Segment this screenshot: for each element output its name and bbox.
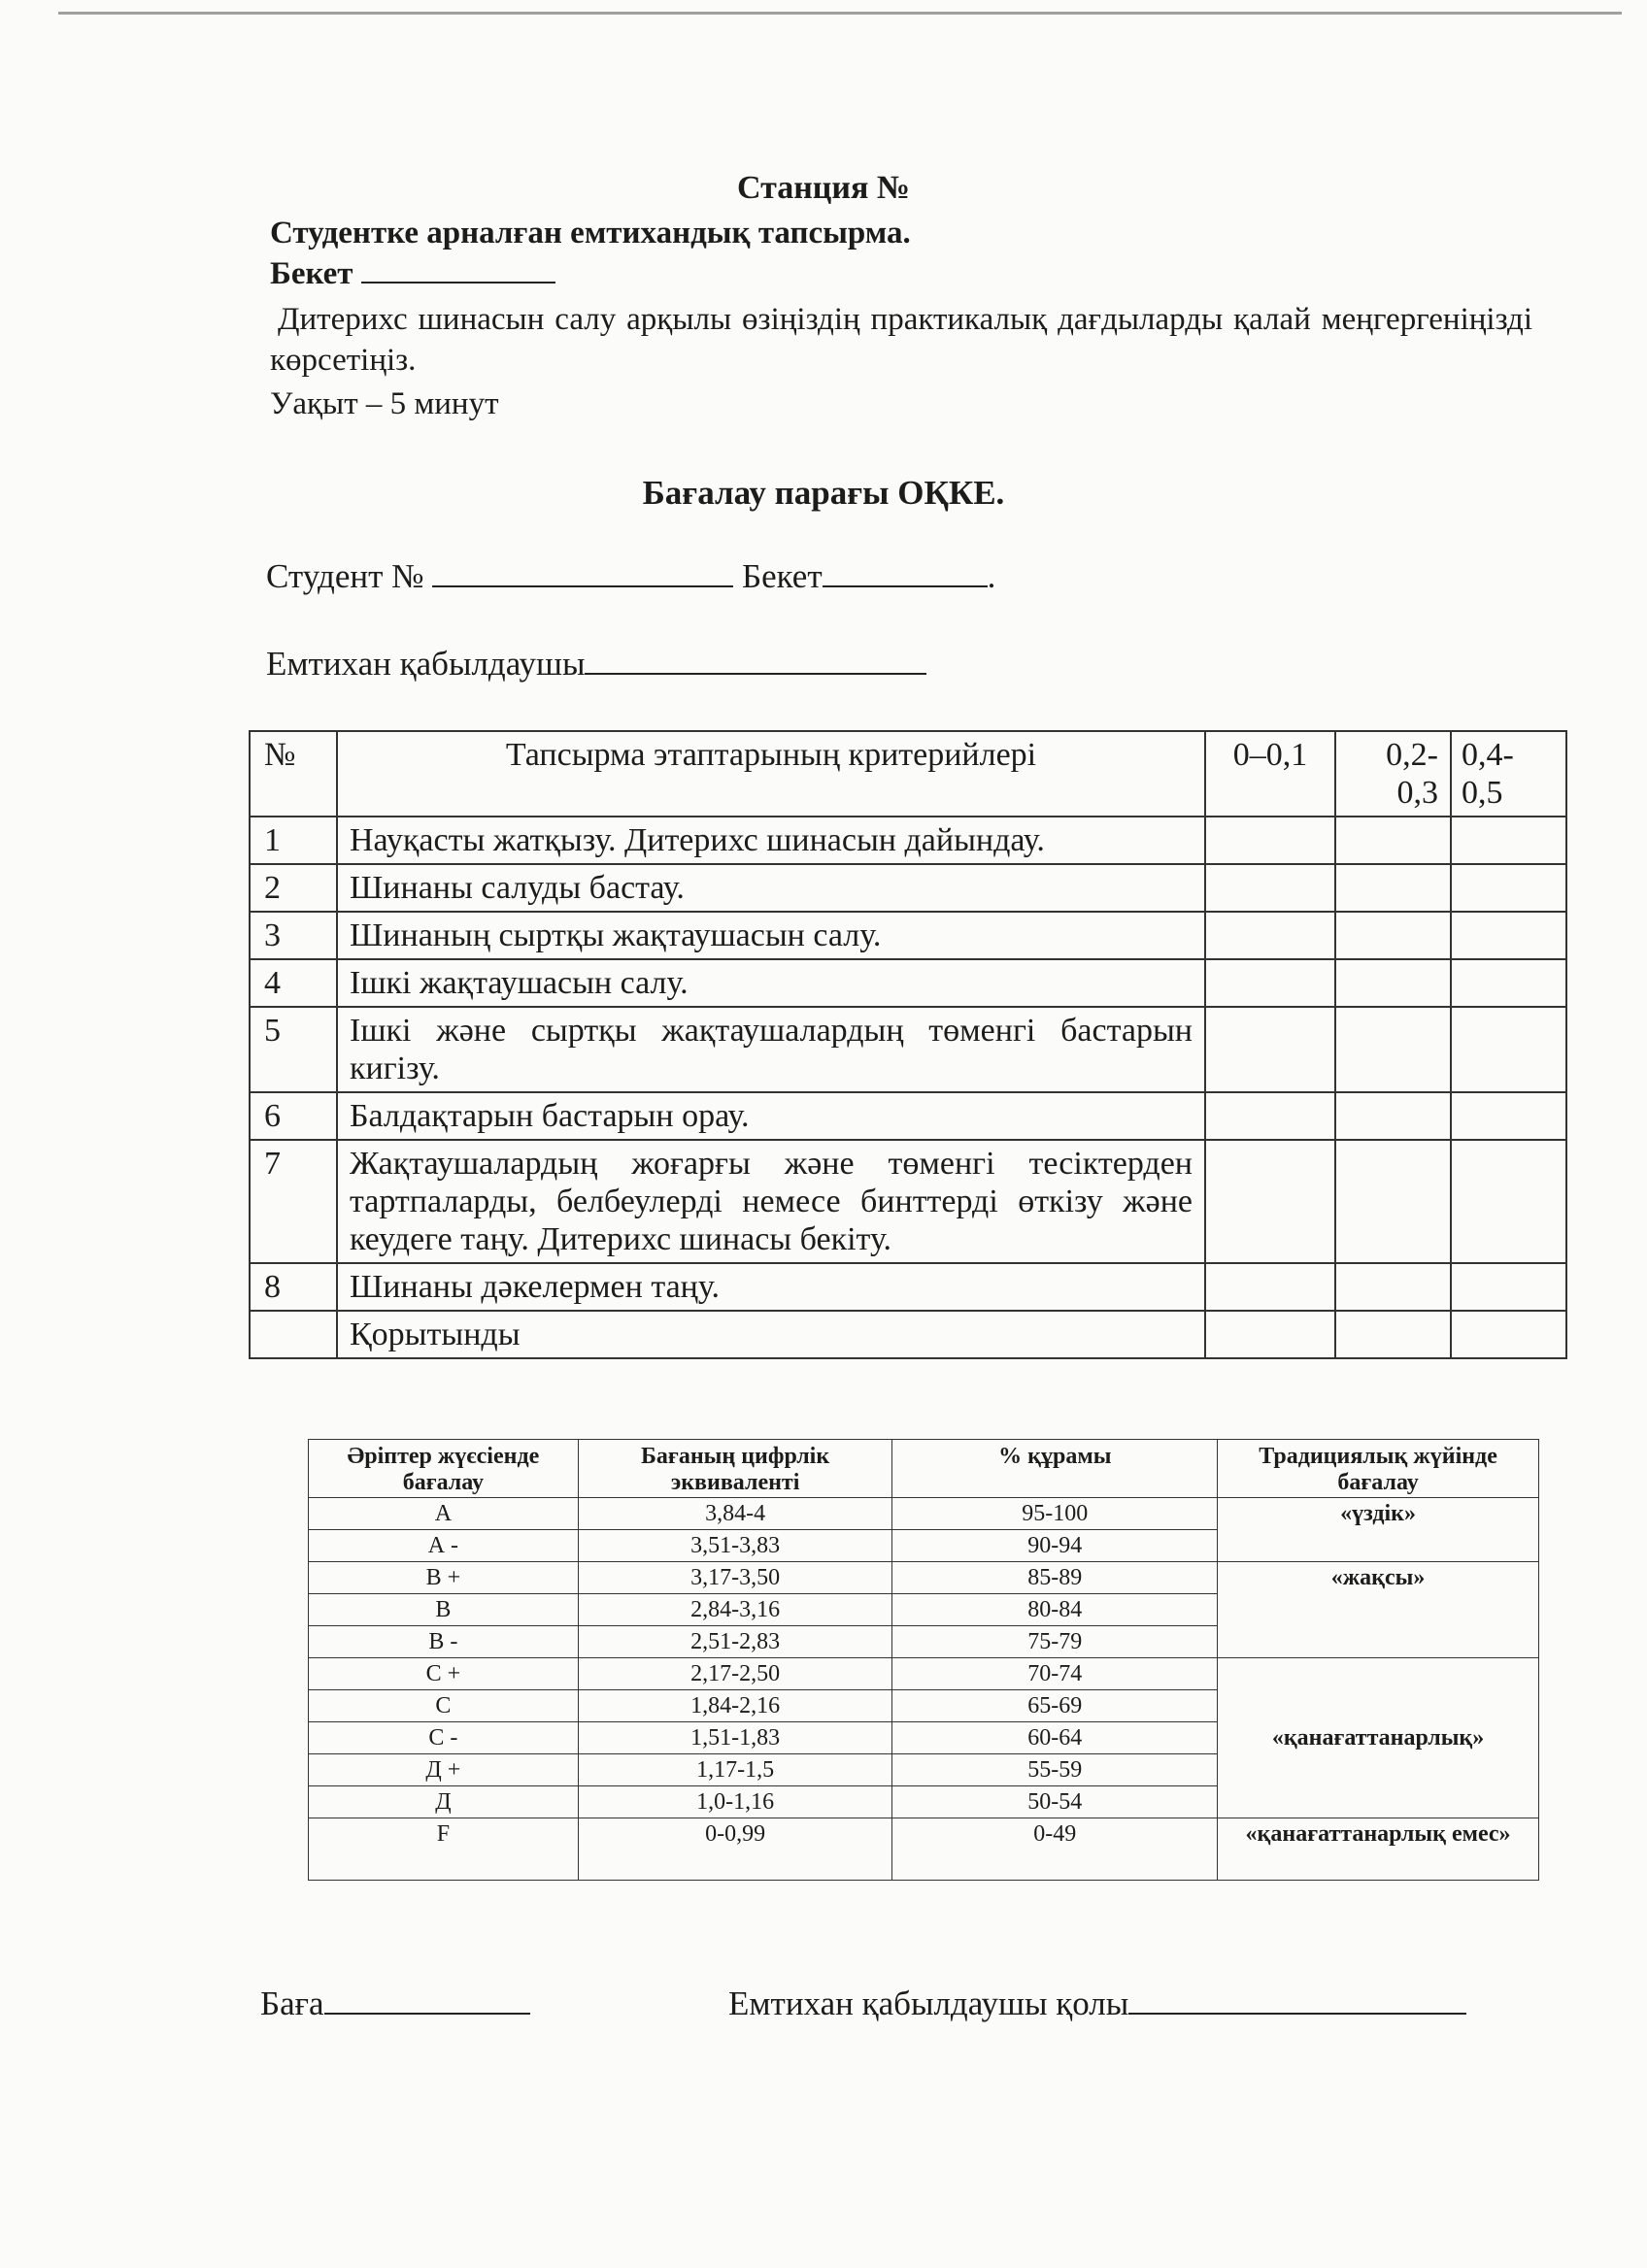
- grade-digital: 2,17-2,50: [578, 1658, 892, 1690]
- grade-percent: 85-89: [892, 1562, 1218, 1594]
- criteria-row-num: 2: [250, 864, 337, 912]
- criteria-row-text: Балдақтарын бастарын орау.: [337, 1092, 1205, 1140]
- criteria-row-num: 7: [250, 1140, 337, 1263]
- grade-traditional-satisfactory: «қанағаттанарлық»: [1218, 1658, 1539, 1818]
- student-number-blank[interactable]: [432, 584, 733, 587]
- grade-letter: В -: [309, 1626, 579, 1658]
- score-cell[interactable]: [1205, 1263, 1335, 1311]
- examiner-line: [266, 645, 926, 684]
- grade-percent: 90-94: [892, 1530, 1218, 1562]
- grade-letter: А: [309, 1498, 579, 1530]
- criteria-row-num: 6: [250, 1092, 337, 1140]
- grading-header-percent: % құрамы: [892, 1440, 1218, 1498]
- grade-percent: 70-74: [892, 1658, 1218, 1690]
- score-cell[interactable]: [1335, 959, 1451, 1007]
- grade-percent: 75-79: [892, 1626, 1218, 1658]
- score-cell[interactable]: [1205, 817, 1335, 864]
- score-cell[interactable]: [1451, 1140, 1566, 1263]
- criteria-row-num: [250, 1311, 337, 1358]
- criteria-table: [249, 730, 1567, 1359]
- grade-label: Баға: [260, 1984, 324, 2022]
- grade-letter: А -: [309, 1530, 579, 1562]
- criteria-header-row: [250, 731, 1566, 817]
- student-line: [266, 557, 995, 596]
- score-cell[interactable]: [1451, 1311, 1566, 1358]
- grade-letter: В +: [309, 1562, 579, 1594]
- criteria-row-text: Шинаны дәкелермен таңу.: [337, 1263, 1205, 1311]
- criteria-row-text: Ішкі және сыртқы жақтаушалардың төменгі бастарын кигізу.: [337, 1007, 1205, 1092]
- criteria-header-num: №: [250, 731, 337, 817]
- criteria-row-num: 5: [250, 1007, 337, 1092]
- score-cell[interactable]: [1335, 1311, 1451, 1358]
- grade-percent: 55-59: [892, 1754, 1218, 1786]
- score-cell[interactable]: [1451, 817, 1566, 864]
- grade-digital: 1,51-1,83: [578, 1722, 892, 1754]
- grading-scale-table: [308, 1439, 1539, 1881]
- score-cell[interactable]: [1335, 1140, 1451, 1263]
- grade-traditional-unsatisfactory: «қанағаттанарлық емес»: [1218, 1818, 1539, 1881]
- grade-digital: 3,17-3,50: [578, 1562, 892, 1594]
- grading-row: [309, 1818, 1539, 1881]
- criteria-row-num: 3: [250, 912, 337, 959]
- criteria-header-score-1: 0–0,1: [1205, 731, 1335, 817]
- criteria-row: [250, 864, 1566, 912]
- grade-letter: F: [309, 1818, 579, 1881]
- grade-percent: 65-69: [892, 1690, 1218, 1722]
- task-instruction: Дитерихс шинасын салу арқылы өзіңіздің практикалық дағдыларды қалай меңгергеніңізді көрсетіңіз.: [270, 302, 1532, 378]
- beket-label: Бекет: [270, 256, 353, 291]
- grading-row: [309, 1658, 1539, 1690]
- criteria-header-text: Тапсырма этаптарының критерийлері: [337, 731, 1205, 817]
- score-cell[interactable]: [1451, 1092, 1566, 1140]
- grade-percent: 60-64: [892, 1722, 1218, 1754]
- criteria-row: [250, 817, 1566, 864]
- score-cell[interactable]: [1335, 864, 1451, 912]
- student-label: Студент №: [266, 557, 424, 595]
- criteria-row: [250, 912, 1566, 959]
- grade-percent: 0-49: [892, 1818, 1218, 1881]
- station-title: Станция №: [736, 170, 911, 206]
- grade-blank[interactable]: [324, 2012, 530, 2015]
- criteria-row-num: 8: [250, 1263, 337, 1311]
- score-cell[interactable]: [1451, 1007, 1566, 1092]
- grade-digital: 3,84-4: [578, 1498, 892, 1530]
- examiner-blank[interactable]: [585, 672, 926, 675]
- criteria-row-text: Ішкі жақтаушасын салу.: [337, 959, 1205, 1007]
- grade-letter: Д +: [309, 1754, 579, 1786]
- criteria-row-text: Шинаны салуды бастау.: [337, 864, 1205, 912]
- signature-label: Емтихан қабылдаушы қолы: [728, 1984, 1129, 2022]
- grade-letter: С -: [309, 1722, 579, 1754]
- grade-percent: 50-54: [892, 1786, 1218, 1818]
- score-cell[interactable]: [1205, 864, 1335, 912]
- score-cell[interactable]: [1335, 1263, 1451, 1311]
- exam-task-title: Студентке арналған емтихандық тапсырма.: [270, 216, 911, 250]
- score-cell[interactable]: [1451, 864, 1566, 912]
- score-cell[interactable]: [1205, 1311, 1335, 1358]
- criteria-header-score-3: 0,4- 0,5: [1451, 731, 1566, 817]
- score-cell[interactable]: [1335, 1007, 1451, 1092]
- score-cell[interactable]: [1335, 912, 1451, 959]
- grade-digital: 2,84-3,16: [578, 1594, 892, 1626]
- beket-blank-2[interactable]: [823, 584, 988, 587]
- beket-label-2: Бекет: [742, 557, 823, 595]
- score-cell[interactable]: [1451, 912, 1566, 959]
- grade-digital: 1,17-1,5: [578, 1754, 892, 1786]
- grade-digital: 2,51-2,83: [578, 1626, 892, 1658]
- score-cell[interactable]: [1205, 959, 1335, 1007]
- score-cell[interactable]: [1205, 1092, 1335, 1140]
- score-cell[interactable]: [1451, 959, 1566, 1007]
- score-cell[interactable]: [1335, 1092, 1451, 1140]
- criteria-row: [250, 1092, 1566, 1140]
- time-limit: Уақыт – 5 минут: [270, 386, 499, 421]
- criteria-row-text: Жақтаушалардың жоғарғы және төменгі тесіктерден тартпаларды, белбеулерді немесе бинттерді өткізу және кеудеге таңу. Дитерихс шинасы бекіту.: [337, 1140, 1205, 1263]
- grading-header-letter: Әріптер жүєсіенде бағалау: [309, 1440, 579, 1498]
- beket-blank[interactable]: [361, 281, 555, 284]
- grade-line: [260, 1984, 530, 2023]
- criteria-total-label: Қорытынды: [337, 1311, 1205, 1358]
- score-cell[interactable]: [1205, 912, 1335, 959]
- criteria-row-num: 4: [250, 959, 337, 1007]
- criteria-header-score-2: 0,2- 0,3: [1335, 731, 1451, 817]
- grading-row: [309, 1498, 1539, 1530]
- assessment-sheet-title: Бағалау парағы ОҚКЕ.: [642, 474, 1005, 512]
- grade-letter: С: [309, 1690, 579, 1722]
- criteria-row: [250, 1263, 1566, 1311]
- score-cell[interactable]: [1205, 1140, 1335, 1263]
- criteria-row-text: Шинаның сыртқы жақтаушасын салу.: [337, 912, 1205, 959]
- grade-percent: 95-100: [892, 1498, 1218, 1530]
- signature-blank[interactable]: [1128, 2012, 1466, 2015]
- grade-digital: 1,0-1,16: [578, 1786, 892, 1818]
- criteria-row: [250, 959, 1566, 1007]
- grade-digital: 0-0,99: [578, 1818, 892, 1881]
- grade-letter: С +: [309, 1658, 579, 1690]
- criteria-row: [250, 1007, 1566, 1092]
- score-cell[interactable]: [1335, 817, 1451, 864]
- grading-header-row: [309, 1440, 1539, 1498]
- beket-line: [270, 256, 555, 292]
- grade-traditional-excellent: «үздік»: [1218, 1498, 1539, 1562]
- grading-header-digital: Бағаның цифрлік эквиваленті: [578, 1440, 892, 1498]
- beket-period: .: [987, 557, 996, 595]
- grading-row: [309, 1562, 1539, 1594]
- score-cell[interactable]: [1205, 1007, 1335, 1092]
- criteria-row: [250, 1140, 1566, 1263]
- grade-digital: 1,84-2,16: [578, 1690, 892, 1722]
- grade-percent: 80-84: [892, 1594, 1218, 1626]
- grade-traditional-good: «жақсы»: [1218, 1562, 1539, 1658]
- criteria-total-row: [250, 1311, 1566, 1358]
- criteria-row-num: 1: [250, 817, 337, 864]
- examiner-label: Емтихан қабылдаушы: [266, 645, 586, 683]
- criteria-row-text: Науқасты жатқызу. Дитерихс шинасын дайындау.: [337, 817, 1205, 864]
- grade-digital: 3,51-3,83: [578, 1530, 892, 1562]
- signature-line: [728, 1984, 1466, 2023]
- score-cell[interactable]: [1451, 1263, 1566, 1311]
- grade-letter: В: [309, 1594, 579, 1626]
- grade-letter: Д: [309, 1786, 579, 1818]
- grading-header-traditional: Традициялық жүйінде бағалау: [1218, 1440, 1539, 1498]
